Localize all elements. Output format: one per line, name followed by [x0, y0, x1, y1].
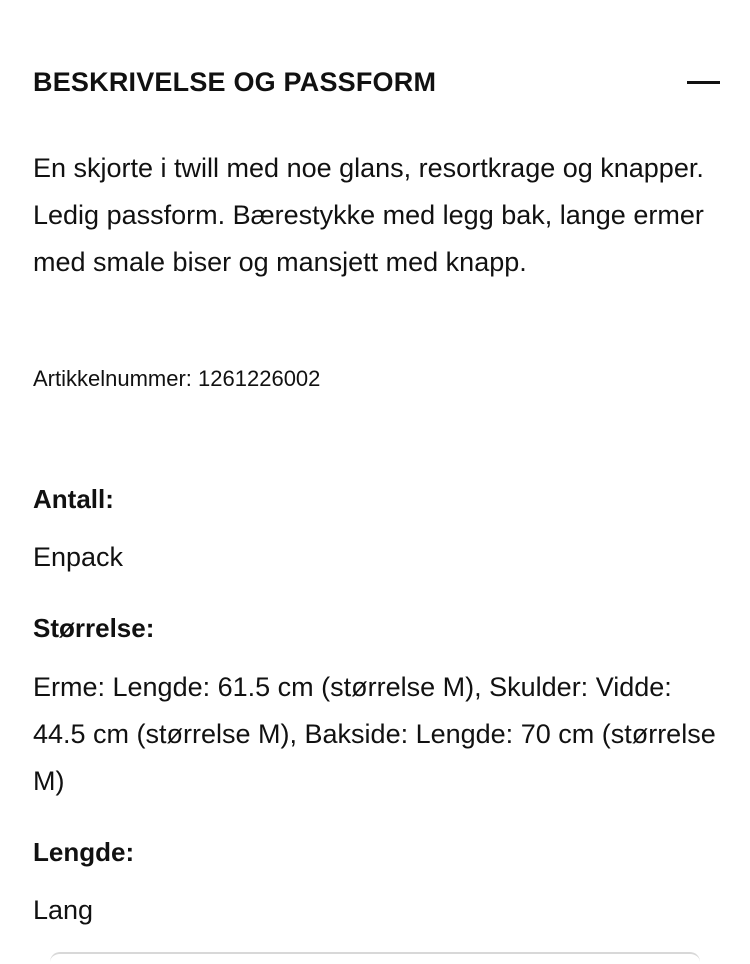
attribute-label-storrelse: Størrelse:	[33, 613, 155, 643]
article-number	[33, 366, 320, 392]
attribute-label-lengde: Lengde:	[33, 837, 135, 867]
attribute-value-storrelse: Erme: Lengde: 61.5 cm (størrelse M), Skulder: Vidde: 44.5 cm (størrelse M), Bakside: Lengde: 70 cm (størrelse M)	[33, 672, 716, 796]
next-card-edge	[50, 952, 700, 964]
section-header-toggle[interactable]	[33, 62, 720, 102]
section-title: BESKRIVELSE OG PASSFORM	[33, 66, 437, 97]
product-description: En skjorte i twill med noe glans, resortkrage og knapper. Ledig passform. Bærestykke med legg bak, lange ermer med smale biser og mansjett med knapp.	[33, 153, 704, 277]
article-number-value: 1261226002	[198, 366, 321, 391]
minus-icon[interactable]	[686, 67, 720, 97]
article-number-label: Artikkelnummer:	[33, 366, 192, 391]
attribute-value-antall: Enpack	[33, 542, 124, 572]
attribute-label-antall: Antall:	[33, 484, 114, 514]
attribute-value-lengde: Lang	[33, 895, 94, 925]
